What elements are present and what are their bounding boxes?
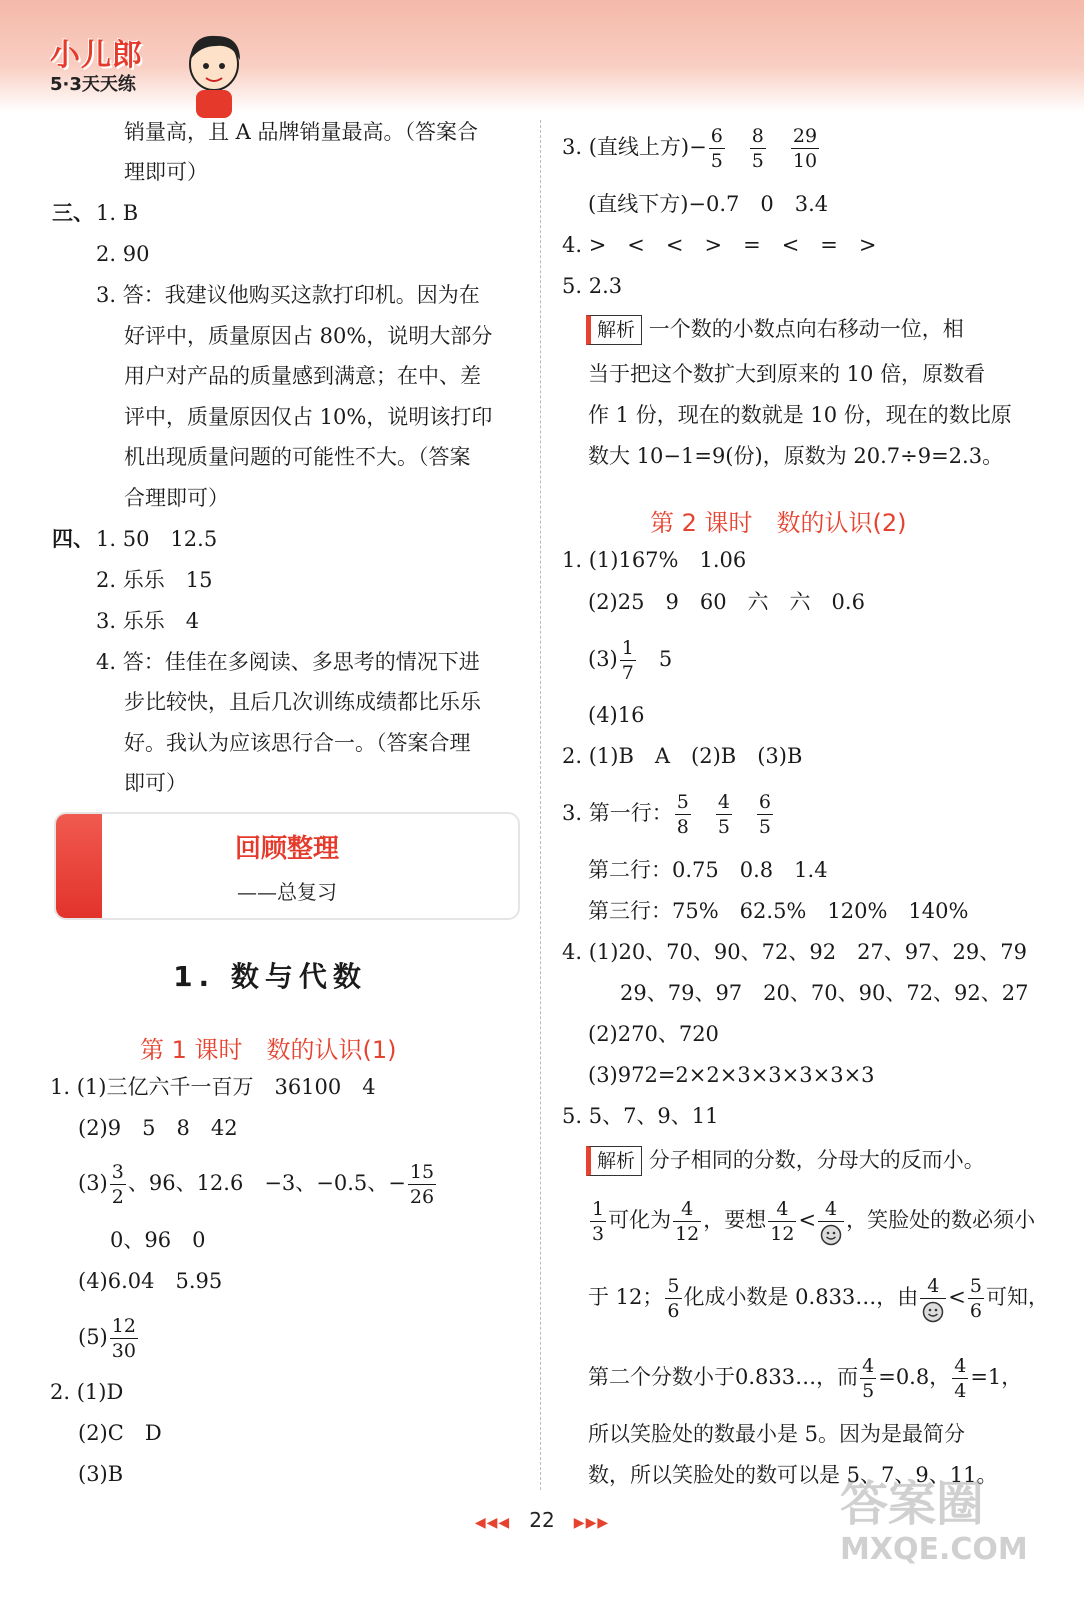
smiley-icon (920, 1299, 946, 1323)
fraction (768, 1197, 796, 1246)
fraction (791, 124, 819, 173)
numerator: 3 (111, 1161, 124, 1183)
section-label: 三、 (52, 201, 94, 225)
text-span: 化成小数是 0.833…，由 (683, 1285, 919, 1309)
text-span: (3) (588, 647, 618, 671)
text-span: =1， (970, 1365, 1023, 1389)
answer-line: 3. 乐乐 4 (96, 609, 200, 633)
fraction (620, 636, 636, 685)
text-span: 第二个分数小于0.833…，而 (588, 1365, 859, 1389)
fraction (716, 790, 732, 839)
answer-line: 合理即可） (124, 486, 229, 510)
review-banner (54, 812, 520, 920)
numerator: 5 (969, 1275, 982, 1297)
explanation-line (588, 1197, 1035, 1246)
answer-line (78, 1160, 438, 1209)
numerator: 4 (673, 1197, 701, 1222)
text-span: (5) (78, 1325, 108, 1349)
answer-line: 第二行：0.75 0.8 1.4 (588, 858, 828, 882)
text-span: ，要想 (703, 1208, 767, 1232)
answer-line: 1. 50 12.5 (96, 527, 218, 551)
answer-line: 评中，质量原因仅占 10%，说明该打印 (124, 405, 493, 429)
denominator: 12 (675, 1223, 700, 1245)
numerator: 6 (758, 791, 771, 813)
explanation-line: 当于把这个数扩大到原来的 10 倍，原数看 (588, 362, 986, 386)
answer-line: (4)16 (588, 703, 645, 727)
numerator: 1 (621, 637, 634, 659)
answer-line: (2)C D (78, 1421, 162, 1445)
text-span: 可化为 (608, 1208, 672, 1232)
text-span: < (798, 1208, 817, 1232)
fraction (757, 790, 773, 839)
answer-line: (4)6.04 5.95 (78, 1269, 223, 1293)
answer-line: 即可） (124, 771, 187, 795)
answer-line: (3)B (78, 1462, 124, 1486)
answer-line: 4. 答：佳佳在多阅读、多思考的情况下进 (96, 650, 480, 674)
section-title: 1. 数与代数 (173, 960, 367, 993)
text-span: ，笑脸处的数必须小 (846, 1208, 1036, 1232)
fraction (818, 1197, 844, 1246)
watermark-url: MXQE.COM (840, 1532, 1028, 1567)
explanation-line (588, 1274, 1049, 1323)
text-span: (3) (78, 1171, 108, 1195)
fraction (709, 124, 725, 173)
answer-line: 用户对产品的质量感到满意；在中、差 (124, 364, 481, 388)
fraction (665, 1274, 681, 1323)
numerator: 4 (768, 1197, 796, 1222)
denominator: 6 (667, 1300, 680, 1322)
analysis-tag: 解析 (586, 315, 642, 345)
denominator: 12 (770, 1223, 795, 1245)
denominator: 5 (710, 150, 723, 172)
text-line: 理即可） (124, 160, 208, 184)
explanation-line: 作 1 份，现在的数就是 10 份，现在的数比原 (588, 403, 1012, 427)
answer-line: 步比较快，且后几次训练成绩都比乐乐 (124, 690, 481, 714)
denominator: 5 (862, 1380, 875, 1402)
fraction (750, 124, 766, 173)
answer-line: (2)25 9 60 六 六 0.6 (588, 590, 865, 614)
text-span: 分子相同的分数，分母大的反而小。 (648, 1148, 985, 1172)
answer-line: 1. B (96, 201, 139, 225)
numerator: 4 (862, 1355, 875, 1377)
answer-line (78, 1314, 140, 1363)
numerator: 4 (954, 1355, 967, 1377)
numerator: 5 (676, 791, 689, 813)
watermark-title: 答案圈 (840, 1476, 985, 1532)
numerator: 1 (592, 1198, 605, 1220)
fraction (110, 1160, 126, 1209)
fraction (675, 790, 691, 839)
denominator: 8 (676, 816, 689, 838)
answer-line: 机出现质量问题的可能性不大。（答案 (124, 445, 471, 469)
review-subtitle: ——总复习 (237, 880, 337, 904)
denominator: 3 (592, 1223, 605, 1245)
text-span: 3. 第一行： (562, 801, 673, 825)
denominator: 6 (969, 1300, 982, 1322)
lesson-title: 第 1 课时 数的认识(1) (140, 1036, 397, 1064)
text-span: =0.8， (878, 1365, 951, 1389)
analysis-tag: 解析 (586, 1146, 642, 1176)
numerator: 4 (920, 1274, 946, 1299)
text-span: < (948, 1285, 966, 1309)
explanation-line (586, 315, 964, 345)
answer-line: 4. (1)20、70、90、72、92 27、97、29、79 (562, 940, 1027, 964)
denominator: 30 (111, 1340, 136, 1362)
explanation-line (588, 1354, 1022, 1403)
numerator: 4 (818, 1197, 844, 1222)
numerator: 29 (792, 125, 818, 147)
lesson-title: 第 2 课时 数的认识(2) (650, 509, 907, 537)
answer-line: 好评中，质量原因占 80%，说明大部分 (124, 324, 493, 348)
numerator: 12 (111, 1315, 136, 1337)
denominator: 5 (717, 816, 730, 838)
brand-logo (50, 30, 220, 100)
answer-line: 1. (1)167% 1.06 (562, 548, 747, 572)
answer-line: 1. (1)三亿六千一百万 36100 4 (50, 1075, 376, 1099)
column-divider (540, 120, 541, 1490)
answer-line: 2. (1)B A (2)B (3)B (562, 744, 803, 768)
answer-line: 第三行：75% 62.5% 120% 140% (588, 899, 969, 923)
text-span: 3. (直线上方)− (562, 135, 707, 159)
answer-line: (3)972=2×2×3×3×3×3×3 (588, 1063, 875, 1087)
denominator: 4 (954, 1380, 967, 1402)
numerator: 15 (409, 1161, 435, 1183)
answer-line (562, 124, 821, 173)
answer-line: 2. 乐乐 15 (96, 568, 213, 592)
text-span: 一个数的小数点向右移动一位，相 (648, 317, 964, 341)
fraction (673, 1197, 701, 1246)
answer-line (562, 790, 775, 839)
answer-line: (2)270、720 (588, 1022, 719, 1046)
next-arrows-icon: ▶▶▶ (573, 1515, 610, 1531)
mascot-icon (178, 30, 248, 120)
fraction (110, 1314, 138, 1363)
numerator: 5 (667, 1275, 680, 1297)
numerator: 6 (710, 125, 723, 147)
answer-line: 2. (1)D (50, 1380, 124, 1404)
explanation-line: 数，所以笑脸处的数可以是 5、7、9、11。 (588, 1463, 998, 1487)
text-span: 、96、12.6 −3、−0.5、− (127, 1171, 406, 1195)
watermark (840, 1476, 1070, 1586)
denominator: 7 (621, 662, 634, 684)
denominator: 10 (792, 150, 818, 172)
page-number: 22 (529, 1508, 555, 1532)
explanation-line (586, 1146, 985, 1176)
fraction (408, 1160, 436, 1209)
denominator: 26 (409, 1186, 435, 1208)
denominator: 2 (111, 1186, 124, 1208)
text-span: 可知， (986, 1285, 1049, 1309)
section-label: 四、 (52, 527, 94, 551)
answer-line: 3. 答：我建议他购买这款打印机。因为在 (96, 283, 480, 307)
prev-arrows-icon: ◀◀◀ (474, 1515, 511, 1531)
fraction (952, 1354, 968, 1403)
answer-line: 2. 90 (96, 242, 150, 266)
answer-line: (2)9 5 8 42 (78, 1116, 238, 1140)
answer-line: 5. 2.3 (562, 274, 623, 298)
logo-title: 小儿郎 (50, 38, 143, 73)
review-title: 回顾整理 (234, 834, 339, 864)
explanation-line: 所以笑脸处的数最小是 5。因为是最简分 (588, 1422, 966, 1446)
answer-line (588, 636, 672, 685)
explanation-line: 数大 10−1=9(份)，原数为 20.7÷9=2.3。 (588, 444, 1004, 468)
fraction (920, 1274, 946, 1323)
denominator: 5 (758, 816, 771, 838)
text-line: 销量高，且 A 品牌销量最高。（答案合 (124, 120, 479, 144)
fraction (860, 1354, 876, 1403)
fraction (968, 1274, 984, 1323)
text-span: 于 12； (588, 1285, 664, 1309)
logo-subtitle: 5·3天天练 (50, 74, 136, 95)
answer-line: 0、96 0 (110, 1228, 206, 1252)
numerator: 4 (717, 791, 730, 813)
text-span: 5 (637, 647, 673, 671)
numerator: 8 (751, 125, 764, 147)
answer-line: 好。我认为应该思行合一。（答案合理 (124, 731, 471, 755)
answer-line: (直线下方)−0.7 0 3.4 (588, 192, 829, 216)
fraction (590, 1197, 606, 1246)
denominator: 5 (751, 150, 764, 172)
smiley-icon (818, 1222, 844, 1246)
answer-line: 4. > < < > = < = > (562, 233, 877, 257)
answer-line: 29、79、97 20、70、90、72、92、27 (620, 981, 1029, 1005)
answer-line: 5. 5、7、9、11 (562, 1104, 719, 1128)
